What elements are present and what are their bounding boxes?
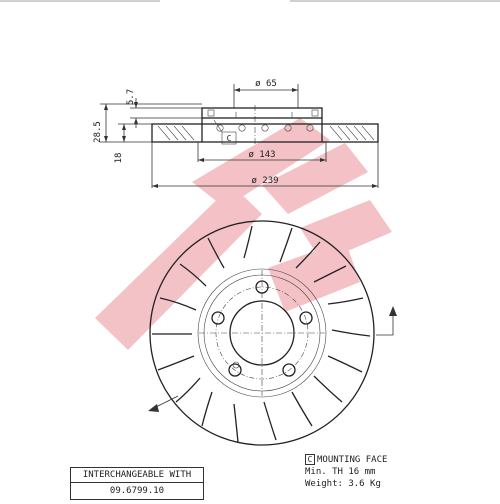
- height-label: 28.5: [93, 121, 103, 143]
- interchangeable-box: [70, 467, 204, 500]
- mounting-face-row: [305, 454, 387, 466]
- specifications-block: [305, 454, 387, 490]
- weight-text: Weight: 3.6 Kg: [305, 479, 381, 489]
- hub-bore-diameter-label: ø 65: [255, 79, 277, 89]
- brand-watermark-logo: [95, 118, 392, 350]
- offset-label: 5.7: [126, 88, 136, 106]
- mounting-face-marker-label: C: [226, 134, 232, 143]
- vent-hatching: [158, 126, 374, 140]
- mounting-face-text: MOUNTING FACE: [317, 455, 388, 465]
- thickness-label: 18: [114, 152, 124, 164]
- interchangeable-part-number: 09.6799.10: [109, 486, 165, 496]
- interchangeable-label: INTERCHANGEABLE WITH: [71, 468, 203, 483]
- mounting-face-symbol: C: [305, 454, 315, 465]
- rotation-arrow-right: [376, 306, 397, 335]
- section-markers: [208, 110, 318, 118]
- min-thickness-text: Min. TH 16 mm: [305, 467, 376, 477]
- outer-diameter-label: ø 239: [251, 176, 279, 186]
- rotation-arrow-left: [148, 396, 178, 412]
- hub-hat-top: [202, 108, 322, 118]
- inner-diameter-label: ø 143: [248, 150, 276, 160]
